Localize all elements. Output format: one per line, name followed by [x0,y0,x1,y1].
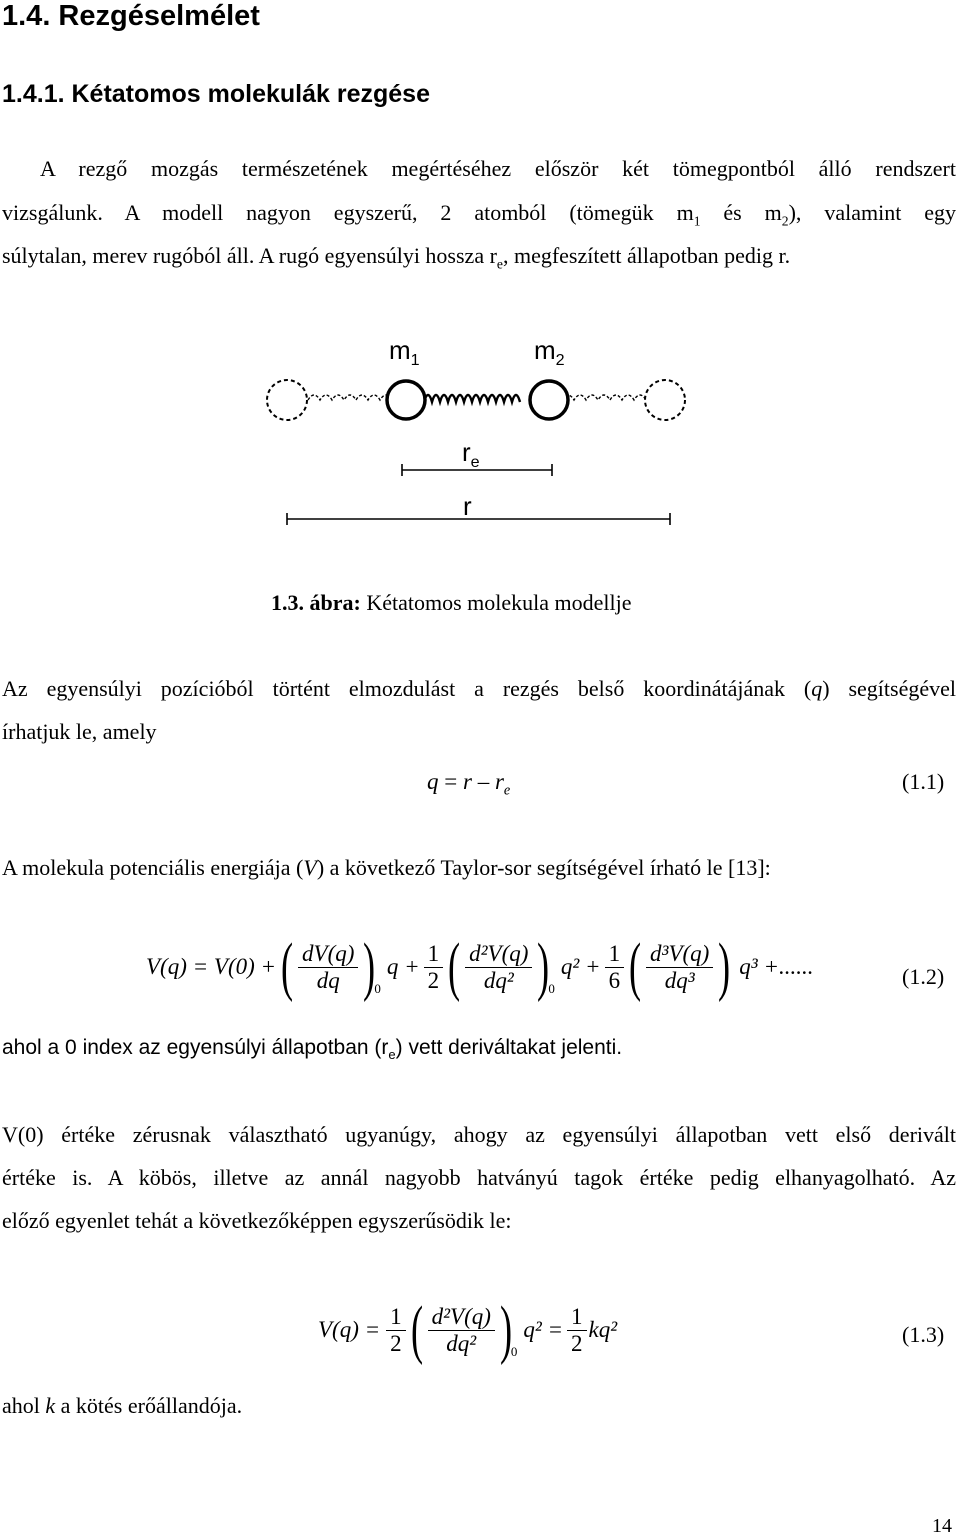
ghost-atom-left [267,380,307,420]
dashed-spring-left [308,395,392,400]
ghost-atom-right [645,380,685,420]
para3: A molekula potenciális energiája (V) a következő Taylor-sor segítségével írható le [13]: [2,855,771,880]
equation-1-2-number: (1.2) [902,964,945,989]
dashed-spring-right [562,395,646,400]
diatomic-molecule-figure [250,330,700,530]
para5-line1: V(0) értéke zérusnak választható ugyanúgy, ahogy az egyensúlyi állapotban vett első derivált [2,1122,956,1147]
section-heading: 1.4. Rezgéselmélet [2,0,260,32]
equation-1-1: $q = r - r_e$ [427,769,511,799]
figure-caption: 1.3. ábra: Kétatomos molekula modellje [271,590,632,615]
para1-line2: vizsgálunk. A modell nagyon egyszerű, 2 atomból (tömegük $m_1$ és $m_2$), valamint egy [2,200,956,229]
para4: ahol a 0 index az egyensúlyi állapotban $(r_e)$ vett deriváltakat jelenti. [2,1036,623,1063]
para5-line3: előző egyenlet tehát a következőképpen egyszerűsödik le: [2,1208,512,1233]
para2-line1: Az egyensúlyi pozícióból történt elmozdulást a rezgés belső koordinátájának (q) segítségével [2,676,956,701]
para5-line2: értéke is. A köbös, illetve az annál nagyobb hatványú tagok értéke pedig elhanyagolható. Az [2,1165,956,1190]
label-r: r [463,491,472,521]
para1-line1: A rezgő mozgás természetének megértéséhez először két tömegpontból álló rendszert [40,156,956,181]
equation-1-1-number: (1.1) [902,769,945,794]
label-re: $r_e$ [462,437,480,472]
equation-1-3: V(q) = $\frac{1}{2}$ ( $\frac{\text{d²V(q)}}{\text{dq²}}$ ) 0 q² = $\frac{1}{2}$ kq² [318,1293,618,1366]
subsection-heading: 1.4.1. Kétatomos molekulák rezgése [2,80,430,108]
page-number: 14 [932,1515,952,1537]
equation-1-2: V(q) = V(0) + ( $\frac{dV(q)}{dq}$ ) 0 q + $\frac{1}{2}$ ( $\frac{\text{d²V(q)}}{\text{dq²}}$ ) 0 q² + $\frac{1}{6}$ ( $\frac{\text{d³V(q)}}{\text{dq³}}$ ) q³ +...... [146,930,814,1003]
atom-m1 [387,381,425,419]
para2-line2: írhatjuk le, amely [2,719,157,744]
equation-1-3-number: (1.3) [902,1322,945,1347]
atom-m2 [530,381,568,419]
label-m2: $m_2$ [534,335,565,370]
para6: ahol k a kötés erőállandója. [2,1393,243,1418]
label-m1: $m_1$ [389,335,420,370]
para1-line3: súlytalan, merev rugóból áll. A rugó egyensúlyi hossza $r_e$, megfeszített állapotban pedig r. [2,243,791,272]
